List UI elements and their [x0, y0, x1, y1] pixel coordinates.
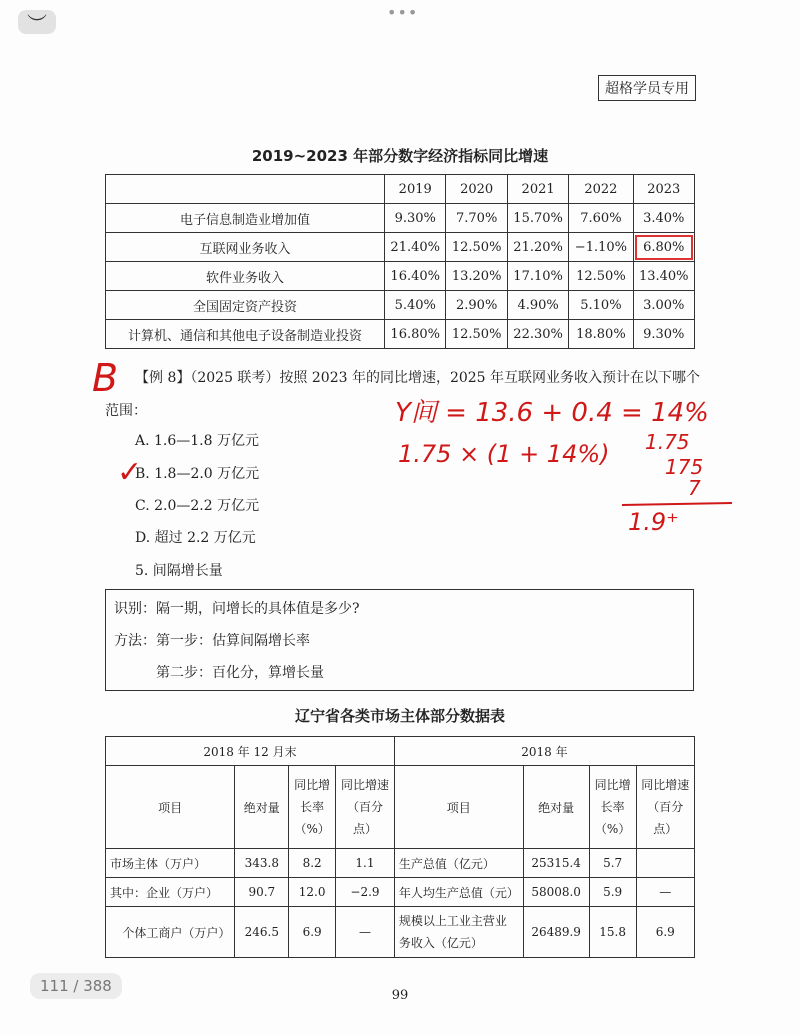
column-header: 同比增长率（%）	[589, 766, 636, 849]
table-row	[106, 233, 695, 262]
table-cell: −2.9	[336, 878, 395, 907]
table-cell: 12.0	[289, 878, 336, 907]
check-mark-icon: ✓	[117, 455, 143, 490]
handwritten-underline	[620, 500, 735, 508]
growth-table	[105, 174, 695, 349]
group-header: 2018 年	[394, 737, 694, 766]
row-label: 计算机、通信和其他电子设备制造业投资	[106, 320, 385, 349]
year-header: 2019	[385, 175, 446, 204]
table-row	[106, 291, 695, 320]
table-cell: 1.1	[336, 849, 395, 878]
table2-title: 辽宁省各类市场主体部分数据表	[294, 707, 505, 725]
column-header: 同比增速（百分点）	[636, 766, 695, 849]
table-row	[106, 262, 695, 291]
table-cell: 12.50%	[446, 320, 507, 349]
section-heading: 5. 间隔增长量	[135, 563, 223, 579]
table-cell: 25315.4	[523, 849, 589, 878]
column-header: 绝对量	[235, 766, 289, 849]
question-text: 【例 8】（2025 联考）按照 2023 年的同比增速，2025 年互联网业务收入预计在以下哪个	[135, 370, 701, 386]
table-cell: 343.8	[235, 849, 289, 878]
table-cell: 16.80%	[385, 320, 446, 349]
item-cell: 其中：企业（万户）	[106, 878, 235, 907]
year-header: 2020	[446, 175, 507, 204]
table-cell: 6.9	[636, 907, 695, 958]
table-header-row	[106, 766, 695, 849]
column-header: 同比增速（百分点）	[336, 766, 395, 849]
handwritten-calc: 1.75 × (1 + 14%)	[398, 440, 610, 468]
table-cell: 3.40%	[633, 204, 695, 233]
handwritten-work: 1.75	[645, 430, 690, 454]
table-cell	[636, 849, 695, 878]
page-indicator: 111 / 388	[30, 973, 122, 999]
row-label: 软件业务收入	[106, 262, 385, 291]
item-cell: 市场主体（万户）	[106, 849, 235, 878]
handwritten-answer: B	[92, 356, 119, 400]
item-cell: 生产总值（亿元）	[394, 849, 523, 878]
table-row	[106, 878, 695, 907]
question-text-cont: 范围：	[105, 403, 147, 419]
table-cell: 5.7	[589, 849, 636, 878]
table-cell: 12.50%	[569, 262, 633, 291]
option-d: D. 超过 2.2 万亿元	[135, 530, 256, 546]
table-cell: 26489.9	[523, 907, 589, 958]
column-header: 同比增长率（%）	[289, 766, 336, 849]
chevron-down-icon: ︶	[27, 11, 47, 36]
handwritten-result: 1.9⁺	[628, 508, 679, 536]
column-header: 项目	[394, 766, 523, 849]
table-cell: 7.70%	[446, 204, 507, 233]
table-cell: 12.50%	[446, 233, 507, 262]
handwritten-work: 7	[688, 476, 701, 500]
table-cell: 7.60%	[569, 204, 633, 233]
column-header: 项目	[106, 766, 235, 849]
table-cell: 90.7	[235, 878, 289, 907]
method-line: 方法：第一步：估算间隔增长率	[114, 633, 310, 649]
table-cell: 6.9	[289, 907, 336, 958]
collapse-button[interactable]	[18, 10, 56, 34]
year-header: 2023	[633, 175, 695, 204]
table-cell: 17.10%	[507, 262, 568, 291]
table-cell: 5.10%	[569, 291, 633, 320]
option-c: C. 2.0—2.2 万亿元	[135, 498, 260, 514]
member-tag: 超格学员专用	[598, 75, 696, 101]
table-cell: 15.8	[589, 907, 636, 958]
table-cell: 13.20%	[446, 262, 507, 291]
table-header-row	[106, 737, 695, 766]
year-header: 2022	[569, 175, 633, 204]
item-cell: 年人均生产总值（元）	[394, 878, 523, 907]
table-cell: −1.10%	[569, 233, 633, 262]
more-dots-icon[interactable]: •••	[387, 3, 419, 22]
row-label: 电子信息制造业增加值	[106, 204, 385, 233]
table-row	[106, 907, 695, 958]
method-line: 第二步：百化分，算增长量	[156, 665, 324, 681]
table-cell: 8.2	[289, 849, 336, 878]
table-cell: 2.90%	[446, 291, 507, 320]
table-cell: 21.20%	[507, 233, 568, 262]
item-cell: 个体工商户（万户）	[106, 907, 235, 958]
handwritten-work: 175	[665, 455, 704, 479]
market-table	[105, 736, 695, 958]
table-cell: 5.9	[589, 878, 636, 907]
table-cell: 9.30%	[385, 204, 446, 233]
item-cell: 规模以上工业主营业务收入（亿元）	[394, 907, 523, 958]
page-number: 99	[391, 988, 409, 1003]
table-cell: 3.00%	[633, 291, 695, 320]
table-row	[106, 849, 695, 878]
table-cell: 4.90%	[507, 291, 568, 320]
table-cell: —	[336, 907, 395, 958]
table-cell: 16.40%	[385, 262, 446, 291]
table1-title: 2019~2023 年部分数字经济指标同比增速	[251, 147, 549, 165]
row-label: 互联网业务收入	[106, 233, 385, 262]
table-cell: 58008.0	[523, 878, 589, 907]
table-header-row	[106, 175, 695, 204]
table-row	[106, 320, 695, 349]
row-label: 全国固定资产投资	[106, 291, 385, 320]
highlighted-cell: 6.80%	[633, 233, 695, 262]
table-cell: —	[636, 878, 695, 907]
option-a: A. 1.6—1.8 万亿元	[135, 433, 259, 449]
table-cell: 13.40%	[633, 262, 695, 291]
year-header: 2021	[507, 175, 568, 204]
table-cell: 21.40%	[385, 233, 446, 262]
table-cell: 246.5	[235, 907, 289, 958]
table-cell: 5.40%	[385, 291, 446, 320]
column-header: 绝对量	[523, 766, 589, 849]
group-header: 2018 年 12 月末	[106, 737, 395, 766]
handwritten-calc: Y间 = 13.6 + 0.4 = 14%	[395, 398, 709, 428]
method-line: 识别：隔一期，问增长的具体值是多少?	[114, 601, 360, 617]
table-cell: 9.30%	[633, 320, 695, 349]
table-row	[106, 204, 695, 233]
table-cell: 18.80%	[569, 320, 633, 349]
option-b: B. 1.8—2.0 万亿元	[135, 466, 260, 482]
method-box	[105, 589, 694, 691]
table-cell: 15.70%	[507, 204, 568, 233]
table-cell: 22.30%	[507, 320, 568, 349]
